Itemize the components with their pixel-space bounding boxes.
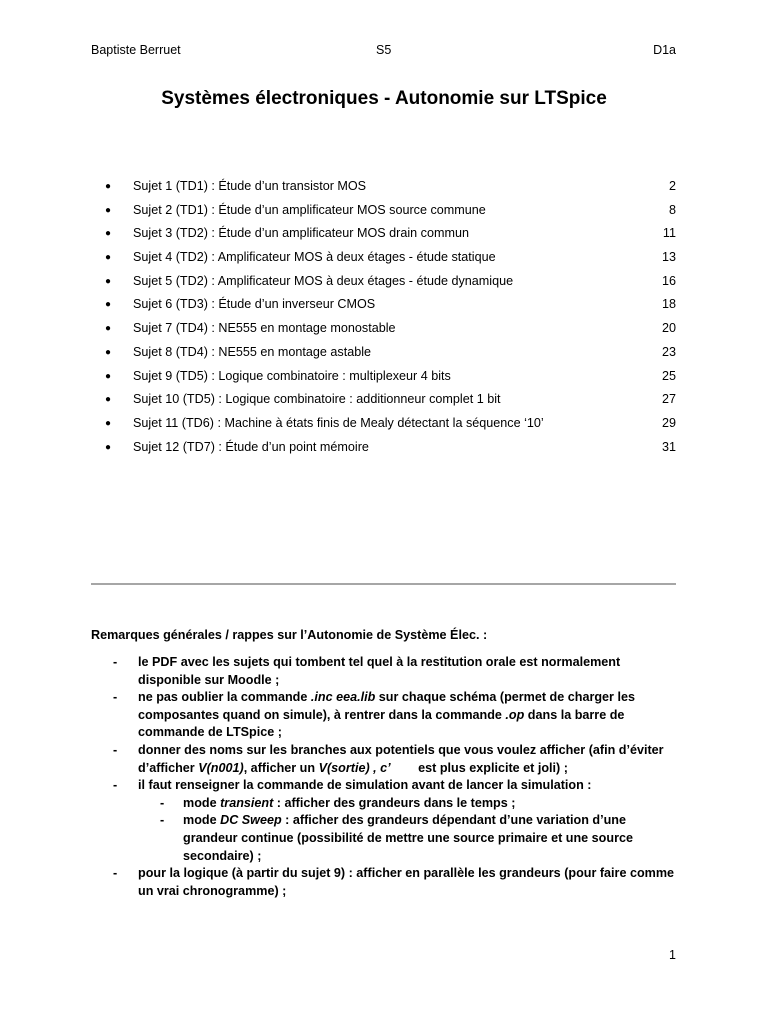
remark-text: mode [183, 813, 221, 828]
toc-entry-label: Sujet 1 (TD1) : Étude d’un transistor MOS [133, 179, 367, 193]
toc-entry-label: Sujet 6 (TD3) : Étude d’un inverseur CMOS [133, 297, 376, 312]
remarks-list [91, 654, 681, 900]
remark-item [91, 742, 681, 777]
remark-term: DC Sweep [220, 813, 282, 828]
toc-entry-page: 13 [661, 250, 676, 265]
toc-entry [91, 202, 676, 226]
remark-item [91, 689, 681, 742]
bullet-icon: ● [105, 299, 112, 311]
header-author: Baptiste Berruet [91, 43, 181, 57]
sub-remark-item [91, 795, 681, 813]
dash-marker: - [113, 778, 118, 793]
toc-entry-page: 11 [662, 226, 676, 241]
table-of-contents [91, 178, 676, 462]
remarks-heading: Remarques générales / rappes sur l’Autonomie de Système Élec. : [91, 628, 488, 642]
bullet-icon: ● [105, 323, 112, 335]
remark-text: ne pas oublier la commande [138, 690, 311, 705]
document-title: Systèmes électroniques - Autonomie sur LTSpice [161, 88, 607, 109]
remark-text: est plus explicite et joli) ; [414, 760, 568, 775]
remark-text: donner des noms sur les branches aux potentiels que vous voulez afficher (afin d’éviter d’afficher [138, 742, 664, 775]
remark-text: sur chaque schéma (permet de charger les composantes quand on simule), à rentrer dans la commande [138, 690, 635, 722]
toc-entry-page: 8 [668, 202, 676, 217]
toc-entry-page: 29 [661, 415, 676, 430]
toc-entry [91, 368, 676, 392]
toc-entry-label: Sujet 3 (TD2) : Étude d’un amplificateur MOS drain commun [133, 226, 469, 241]
bullet-icon: ● [105, 370, 112, 382]
toc-entry-page: 27 [661, 392, 676, 407]
remark-text: : afficher des grandeurs dans le temps ; [273, 795, 516, 810]
bullet-icon: ● [105, 181, 112, 192]
remark-text: , afficher un [243, 760, 319, 775]
toc-entry [91, 344, 676, 368]
toc-entry [91, 296, 676, 320]
toc-entry-label: Sujet 10 (TD5) : Logique combinatoire : additionneur complet 1 bit [133, 392, 501, 407]
dash-marker: - [160, 795, 165, 810]
remark-code: .op [505, 707, 525, 722]
bullet-icon: ● [105, 228, 112, 240]
bullet-icon: ● [105, 417, 112, 429]
bullet-icon: ● [105, 275, 112, 287]
dash-marker: - [113, 866, 118, 881]
remark-code: V(n001) [198, 760, 244, 775]
remark-item [91, 777, 681, 795]
remark-text: mode [183, 795, 221, 810]
remark-text: : afficher des grandeurs dépendant d’une variation d’une grandeur continue (possibilité de mettre une source primaire et une source secondaire) ; [183, 813, 633, 863]
toc-entry [91, 391, 676, 415]
toc-entry [91, 415, 676, 439]
remark-text: pour la logique (à partir du sujet 9) : afficher en parallèle les grandeurs (pour faire comme un vrai chronogramme) ; [138, 866, 675, 898]
bullet-icon: ● [105, 252, 112, 264]
toc-entry-label: Sujet 5 (TD2) : Amplificateur MOS à deux étages - étude dynamique [133, 273, 514, 288]
toc-entry [91, 273, 676, 297]
toc-entry-label: Sujet 2 (TD1) : Étude d’un amplificateur MOS source commune [133, 202, 486, 217]
dash-marker: - [160, 813, 165, 828]
remark-code: V(sortie) , c’ [318, 760, 391, 775]
toc-entry [91, 320, 676, 344]
bullet-icon: ● [105, 441, 112, 453]
bullet-icon: ● [105, 394, 112, 406]
bullet-icon: ● [105, 204, 112, 216]
page-number: 1 [669, 948, 676, 962]
toc-entry-label: Sujet 9 (TD5) : Logique combinatoire : multiplexeur 4 bits [133, 368, 451, 383]
toc-entry [91, 249, 676, 273]
bullet-icon: ● [105, 346, 112, 358]
remark-item [91, 865, 681, 900]
remark-text: il faut renseigner la commande de simulation avant de lancer la simulation : [138, 778, 592, 793]
toc-entry-label: Sujet 8 (TD4) : NE555 en montage astable [133, 344, 372, 359]
dash-marker: - [113, 690, 118, 705]
remark-text: dans la barre de commande de LTSpice ; [138, 707, 625, 740]
remark-code: .inc eea.lib [310, 690, 376, 705]
toc-entry-page: 25 [661, 368, 676, 383]
toc-entry-page: 23 [661, 344, 676, 359]
dash-marker: - [113, 655, 118, 669]
header-group: D1a [653, 43, 676, 57]
toc-entry [91, 225, 676, 249]
toc-entry-page: 31 [661, 439, 676, 454]
remark-term: transient [220, 795, 274, 810]
page-header [91, 43, 676, 61]
horizontal-divider [91, 583, 676, 585]
toc-entry-page: 2 [668, 179, 676, 193]
header-semester: S5 [376, 43, 392, 57]
toc-entry [91, 178, 676, 202]
remark-text: le PDF avec les sujets qui tombent tel quel à la restitution orale est normalement disponible sur Moodle ; [138, 655, 621, 687]
remark-item [91, 654, 681, 689]
toc-entry-label: Sujet 11 (TD6) : Machine à états finis de Mealy détectant la séquence ‘10’ [133, 415, 544, 430]
toc-entry-page: 18 [661, 297, 676, 312]
toc-entry [91, 439, 676, 463]
sub-remark-item [91, 812, 681, 865]
toc-entry-label: Sujet 7 (TD4) : NE555 en montage monostable [133, 321, 396, 336]
dash-marker: - [113, 742, 118, 757]
toc-entry-page: 20 [661, 321, 676, 336]
toc-entry-page: 16 [661, 273, 676, 288]
toc-entry-label: Sujet 12 (TD7) : Étude d’un point mémoire [133, 439, 369, 454]
toc-entry-label: Sujet 4 (TD2) : Amplificateur MOS à deux étages - étude statique [133, 250, 496, 265]
